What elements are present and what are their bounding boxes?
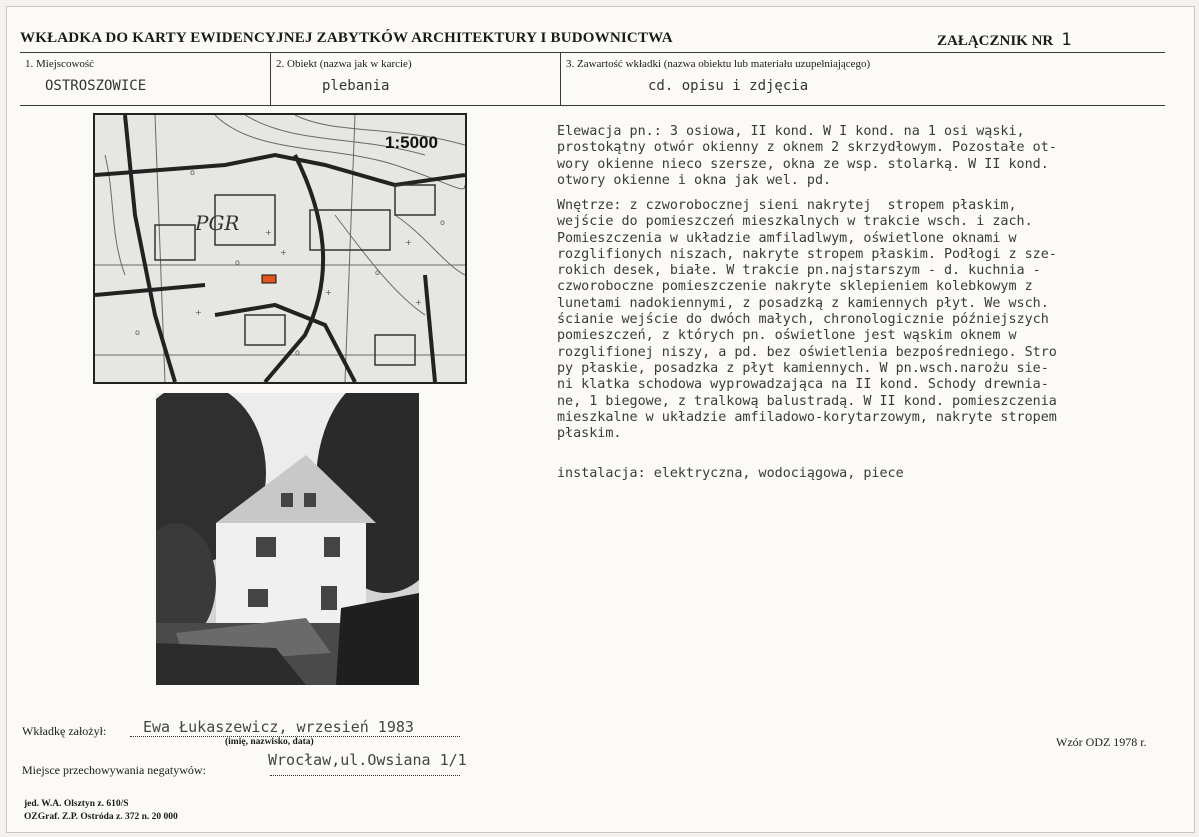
fields-divider: [20, 105, 1165, 106]
svg-text:+: +: [195, 308, 202, 317]
print-info-1: jed. W.A. Olsztyn z. 610/S: [24, 799, 129, 809]
building-photo: [156, 393, 419, 685]
object-value: plebania: [322, 78, 390, 94]
attachment-label: ZAŁĄCZNIK NR: [937, 33, 1054, 49]
created-by-value: Ewa Łukaszewicz, wrzesień 1983: [143, 718, 414, 736]
svg-text:o: o: [440, 218, 445, 227]
installation-description: instalacja: elektryczna, wodociągowa, piece: [557, 466, 904, 481]
svg-text:+: +: [265, 228, 272, 237]
storage-line: [270, 775, 460, 776]
print-info-2: OZGraf. Z.P. Ostróda z. 372 n. 20 000: [24, 812, 178, 822]
page-title: WKŁADKA DO KARTY EWIDENCYJNEJ ZABYTKÓW ARCHITEKTURY I BUDOWNICTWA: [20, 30, 673, 46]
location-marker: [262, 275, 276, 283]
field-separator-2: [560, 52, 561, 106]
svg-text:+: +: [325, 288, 332, 297]
object-label: 2. Obiekt (nazwa jak w karcie): [276, 58, 412, 70]
svg-text:o: o: [375, 268, 380, 277]
svg-text:+: +: [415, 298, 422, 307]
storage-label: Miejsce przechowywania negatywów:: [22, 763, 206, 777]
map-pgr-label: PGR: [195, 211, 240, 235]
svg-text:+: +: [280, 248, 287, 257]
header-divider: [20, 52, 1165, 53]
exterior-description: Elewacja pn.: 3 osiowa, II kond. W I kond. na 1 osi wąski, prostokątny otwór okienny z oknem 2 skrzydłowym. Pozostałe ot- wory okienne nieco szersze, okna ze wsp. stolarką. W II kond. otwory okienne i okna jak wel. pd.: [557, 124, 1057, 188]
svg-text:+: +: [405, 238, 412, 247]
map-scale: 1:5000: [385, 133, 438, 152]
svg-text:o: o: [295, 348, 300, 357]
locality-value: OSTROSZOWICE: [45, 78, 147, 94]
created-by-hint: (imię, nazwisko, data): [225, 737, 314, 747]
attachment-number-value: 1: [1061, 30, 1072, 50]
svg-text:o: o: [235, 258, 240, 267]
storage-value: Wrocław,ul.Owsiana 1/1: [268, 751, 467, 769]
svg-text:o: o: [135, 328, 140, 337]
photo-drawing: [156, 393, 419, 685]
site-map: [93, 113, 467, 384]
map-drawing: [95, 115, 465, 382]
attachment-number: [937, 30, 1072, 50]
locality-label: 1. Miejscowość: [25, 58, 95, 70]
template-note: Wzór ODZ 1978 r.: [1056, 735, 1147, 749]
content-value: cd. opisu i zdjęcia: [648, 78, 809, 94]
interior-description: Wnętrze: z czworobocznej sieni nakrytej stropem płaskim, wejście do pomieszczeń mieszkalnych w trakcie wsch. i zach. Pomieszczenia w układzie amfiladlwym, oświetlone oknami w rozglifionych niszach, nakryte stropem płaskim. Podłogi z sze- rokich desek, białe. W trakcie pn.najstarszym - d. kuchnia - czworoboczne pomieszczenie nakryte sklepieniem kolebkowym z lunetami nadokiennymi, z posadzką z kamiennych płyt. We wsch. ścianie wejście do dwóch małych, chronologicznie późniejszych pomieszczeń, z których pn. oświetlone jest wąskim oknem w rozglifionej niszy, a pd. bez oświetlenia bezpośredniego. Stro py płaskie, posadzka z płyt kamiennych. W pn.wsch.narożu sie- ni klatka schodowa wyprowadzająca na II kond. Schody drewnia- ne, 1 biegowe, z tralkową balustradą. W II kond. pomieszczenia mieszkalne w układzie amfiladowo-korytarzowym, nakryte stropem płaskim.: [557, 198, 1057, 442]
created-by-label: Wkładkę założył:: [22, 724, 107, 738]
svg-text:o: o: [190, 168, 195, 177]
content-label: 3. Zawartość wkładki (nazwa obiektu lub materiału uzupełniającego): [566, 58, 871, 70]
field-separator-1: [270, 52, 271, 106]
